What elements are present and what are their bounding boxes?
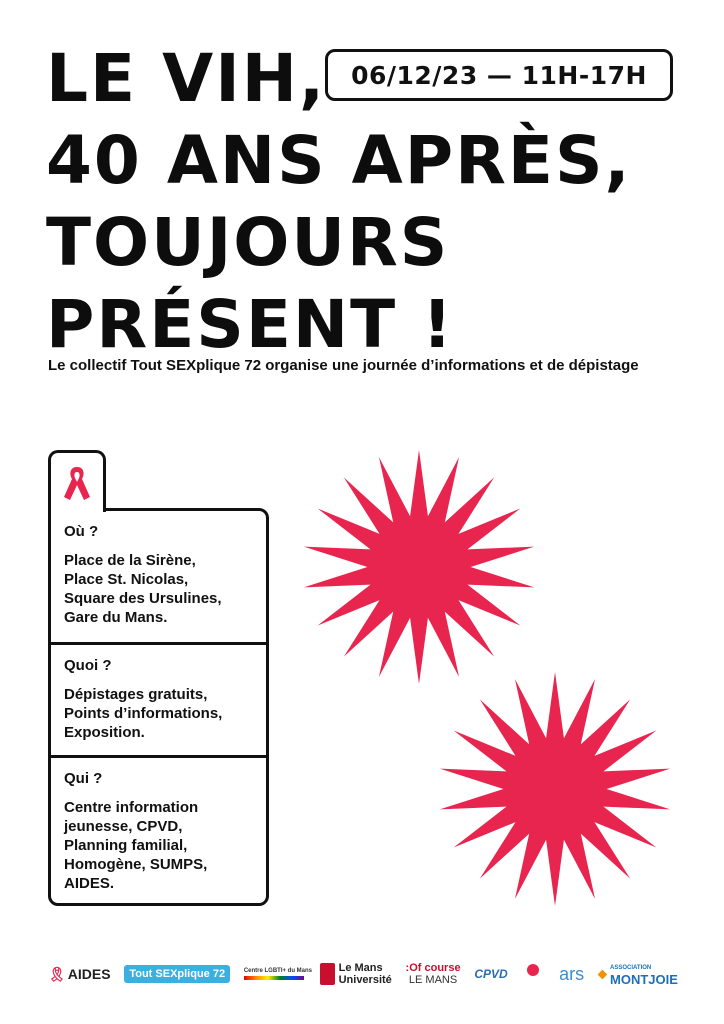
of-course-le-mans-logo: :Of course LE MANS bbox=[405, 962, 461, 986]
section-body bbox=[64, 551, 266, 627]
section-line: Exposition. bbox=[64, 724, 145, 741]
university-mark-icon bbox=[320, 963, 335, 985]
tout-sexplique-logo: Tout SEXplique 72 bbox=[124, 965, 230, 983]
planning-familial-logo bbox=[521, 962, 545, 986]
aides-logo: 🎗 AIDES bbox=[48, 965, 111, 982]
section-line: Homogène, SUMPS, bbox=[64, 856, 208, 873]
centre-lgbti-logo: Centre LGBTI+ du Mans bbox=[244, 968, 306, 980]
ars-logo: ars bbox=[559, 963, 585, 984]
section-line: Points d’informations, bbox=[64, 705, 223, 722]
title-line-1: LE VIH, bbox=[46, 40, 327, 117]
section-heading: Quoi ? bbox=[64, 657, 112, 674]
section-where bbox=[51, 511, 266, 643]
section-line: Planning familial, bbox=[64, 837, 188, 854]
planning-familial-mark-icon bbox=[527, 964, 539, 976]
title-line-3: TOUJOURS bbox=[46, 204, 450, 281]
section-line: Gare du Mans. bbox=[64, 609, 168, 626]
montjoie-logo: ⬥ ASSOCIATION MONTJOIE bbox=[597, 965, 678, 987]
rainbow-bar bbox=[244, 976, 304, 980]
awareness-ribbon-icon bbox=[60, 463, 94, 503]
section-line: AIDES. bbox=[64, 875, 115, 892]
section-body bbox=[64, 685, 266, 742]
section-line: Square des Ursulines, bbox=[64, 590, 222, 607]
section-body bbox=[64, 798, 266, 893]
starburst-shape bbox=[436, 670, 674, 908]
section-what bbox=[51, 642, 266, 755]
starburst-shape bbox=[300, 448, 538, 686]
section-heading: Où ? bbox=[64, 523, 99, 540]
section-line: Dépistages gratuits, bbox=[64, 686, 208, 703]
date-badge: 06/12/23 — 11H-17H bbox=[325, 49, 673, 101]
ribbon-icon: 🎗 bbox=[48, 965, 66, 982]
section-heading: Qui ? bbox=[64, 770, 103, 787]
section-line: Centre information bbox=[64, 799, 199, 816]
section-line: Place St. Nicolas, bbox=[64, 571, 189, 588]
info-box bbox=[48, 508, 269, 906]
section-line: jeunesse, CPVD, bbox=[64, 818, 183, 835]
section-line: Place de la Sirène, bbox=[64, 552, 196, 569]
people-icon: ⬥ bbox=[597, 966, 608, 981]
le-mans-universite-logo: Le Mans Université bbox=[320, 962, 392, 986]
title-line-2: 40 ANS APRÈS, bbox=[46, 122, 632, 199]
subtitle: Le collectif Tout SEXplique 72 organise une journée d’informations et de dépistage bbox=[48, 357, 639, 374]
partner-logos-bar bbox=[48, 958, 678, 990]
title-line-4: PRÉSENT ! bbox=[46, 286, 455, 363]
section-who bbox=[51, 755, 266, 905]
cpvd-logo: CPVD bbox=[474, 967, 508, 981]
ribbon-tab bbox=[48, 450, 106, 512]
